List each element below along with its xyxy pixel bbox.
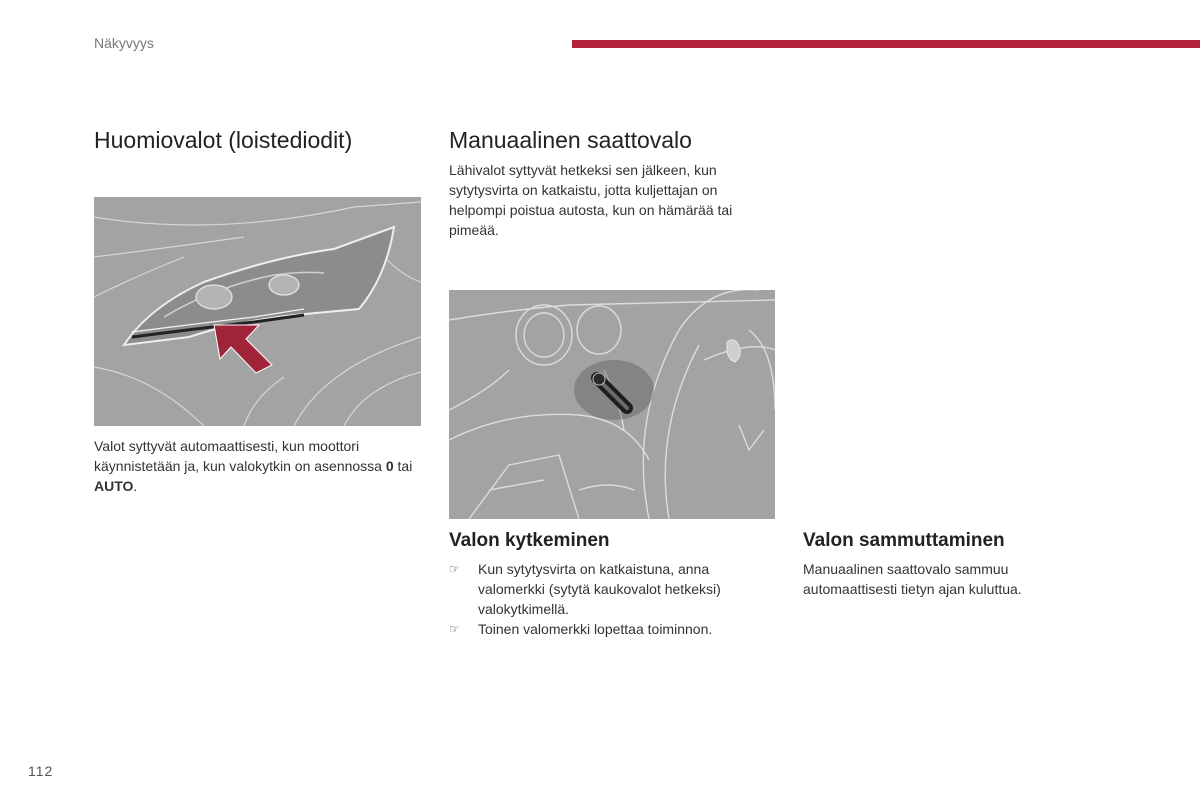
- section-label: Näkyvyys: [94, 35, 154, 51]
- daytime-lights-title: Huomiovalot (loistediodit): [94, 127, 353, 153]
- guide-me-home-title: Manuaalinen saattovalo: [449, 127, 692, 153]
- headlight-illustration: [94, 197, 421, 426]
- header-accent-bar: [572, 40, 1200, 48]
- pointing-hand-icon: ☞: [449, 562, 460, 576]
- switching-off-text: Manuaalinen saattovalo sammuu automaattisesti tietyn ajan kuluttua.: [803, 561, 1022, 597]
- steering-column-illustration: [449, 290, 775, 519]
- switching-on-steps: [449, 559, 759, 639]
- list-item: ☞ Kun sytytysvirta on katkaistuna, anna valomerkki (sytytä kaukovalot hetkeksi) valokytkimellä.: [449, 561, 721, 617]
- guide-me-home-intro: Lähivalot syttyvät hetkeksi sen jälkeen, kun sytytysvirta on katkaistu, jotta kuljettajan on helpompi poistua autosta, kun on hämärää tai pimeää.: [449, 162, 733, 238]
- list-item: ☞ Toinen valomerkki lopettaa toiminnon.: [449, 621, 713, 637]
- pointing-hand-icon: ☞: [449, 622, 460, 636]
- switching-on-title: Valon kytkeminen: [449, 530, 610, 551]
- page-number: 112: [28, 763, 54, 779]
- daytime-lights-caption: Valot syttyvät automaattisesti, kun moottori käynnistetään ja, kun valokytkin on asennossa 0 tai AUTO.: [94, 438, 413, 494]
- switching-off-title: Valon sammuttaminen: [803, 530, 1005, 551]
